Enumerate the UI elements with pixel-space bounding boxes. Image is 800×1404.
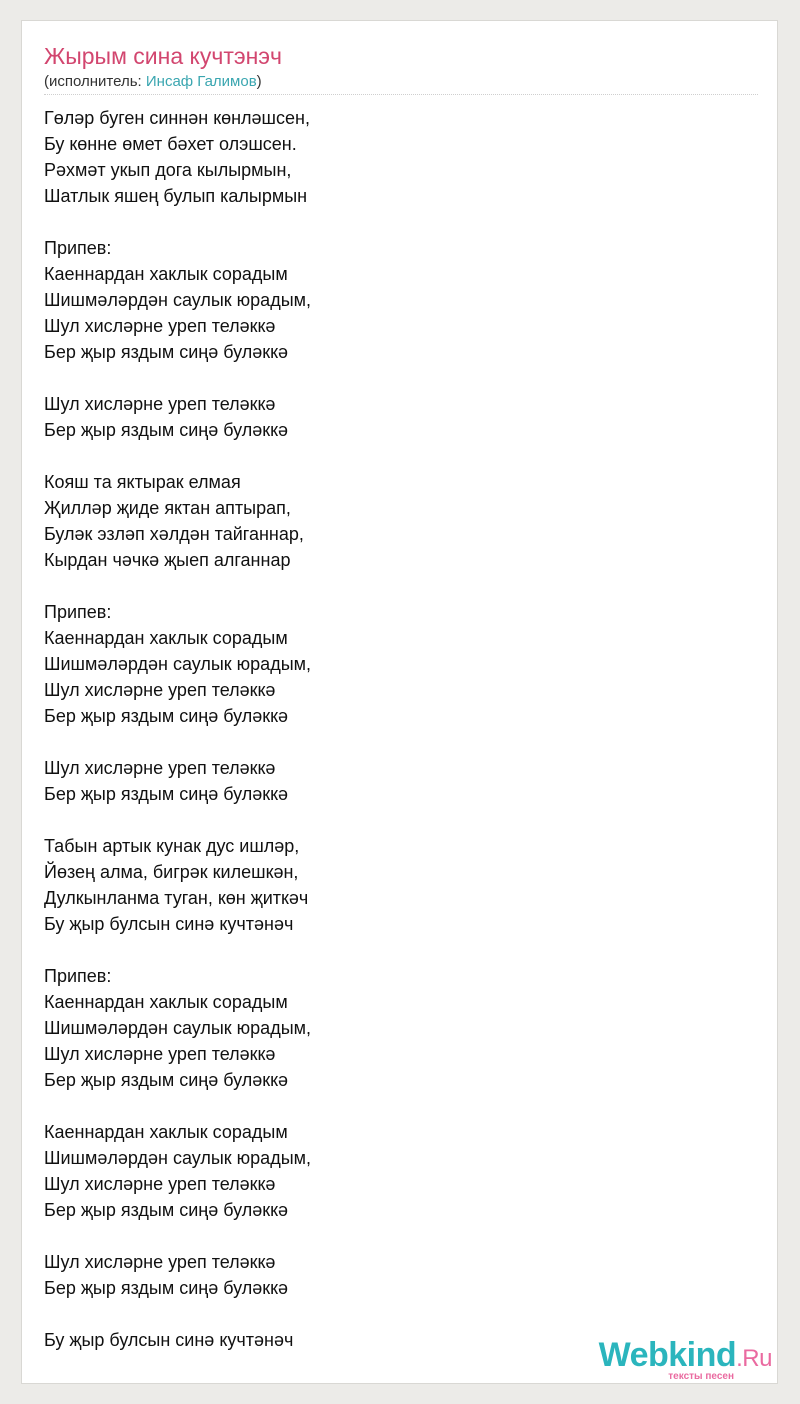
blank-line	[44, 1093, 744, 1119]
webkind-logo	[599, 1338, 772, 1382]
blank-line	[44, 729, 744, 755]
logo-tagline: тексты песен	[668, 1371, 734, 1382]
lyrics-card	[21, 20, 778, 1384]
artist-link[interactable]: Инсаф Галимов	[145, 73, 257, 90]
blank-line	[44, 573, 744, 599]
lyric-line: Бер җыр яздым сиңә буләккә	[44, 1070, 289, 1090]
lyrics-text	[44, 105, 744, 1353]
lyric-line: Бер җыр яздым сиңә буләккә	[44, 706, 289, 726]
artist-suffix: )	[256, 73, 262, 90]
blank-line	[44, 365, 744, 391]
lyric-line: Җилләр җиде яктан аптырап,	[44, 498, 291, 518]
lyric-line: Шул хисләрне уреп теләккә	[44, 394, 276, 414]
lyric-line: Шул хисләрне уреп теләккә	[44, 680, 276, 700]
lyric-line: Шул хисләрне уреп теләккә	[44, 1044, 276, 1064]
lyric-line: Кояш та яктырак елмая	[44, 472, 241, 492]
lyric-line: Буләк эзләп хәлдән тайганнар,	[44, 524, 304, 544]
lyric-line: Бер җыр яздым сиңә буләккә	[44, 342, 289, 362]
lyric-line: Бер җыр яздым сиңә буләккә	[44, 1200, 289, 1220]
blank-line	[44, 443, 744, 469]
lyric-line: Шишмәләрдән саулык юрадым,	[44, 290, 312, 310]
lyric-line: Припев:	[44, 602, 112, 622]
lyric-line: Шул хисләрне уреп теләккә	[44, 316, 276, 336]
lyric-line: Шишмәләрдән саулык юрадым,	[44, 1148, 312, 1168]
lyric-line: Каеннардан хаклык сорадым	[44, 628, 288, 648]
lyric-line: Шул хисләрне уреп теләккә	[44, 1252, 276, 1272]
lyric-line: Припев:	[44, 966, 112, 986]
lyric-line: Каеннардан хаклык сорадым	[44, 1122, 288, 1142]
lyric-line: Шул хисләрне уреп теләккә	[44, 1174, 276, 1194]
lyric-line: Каеннардан хаклык сорадым	[44, 992, 288, 1012]
lyric-line: Табын артык кунак дус ишләр,	[44, 836, 300, 856]
lyric-line: Бу көнне өмет бәхет олэшсен.	[44, 134, 297, 154]
song-title: Жырым сина кучтэнэч	[44, 43, 283, 69]
lyric-line: Гөләр буген синнән көнләшсен,	[44, 108, 310, 128]
artist-line	[44, 73, 262, 90]
artist-prefix: (исполнитель:	[44, 73, 146, 90]
lyric-line: Бу җыр булсын синә кучтәнәч	[44, 914, 294, 934]
lyric-line: Шишмәләрдән саулык юрадым,	[44, 1018, 312, 1038]
logo-brand: Webkind	[598, 1336, 737, 1374]
blank-line	[44, 1223, 744, 1249]
lyric-line: Бер җыр яздым сиңә буләккә	[44, 784, 289, 804]
blank-line	[44, 209, 744, 235]
lyric-line: Рәхмәт укып дога кылырмын,	[44, 160, 292, 180]
blank-line	[44, 937, 744, 963]
logo-tld: .Ru	[736, 1345, 772, 1372]
lyric-line: Дулкынланма туган, көн җиткәч	[44, 888, 309, 908]
lyric-line: Бер җыр яздым сиңә буләккә	[44, 1278, 289, 1298]
blank-line	[44, 1301, 744, 1327]
lyric-line: Бер җыр яздым сиңә буләккә	[44, 420, 289, 440]
lyric-line: Кырдан чәчкә җыеп алганнар	[44, 550, 291, 570]
blank-line	[44, 807, 744, 833]
lyric-line: Шул хисләрне уреп теләккә	[44, 758, 276, 778]
lyric-line: Каеннардан хаклык сорадым	[44, 264, 288, 284]
title-divider	[44, 94, 758, 95]
lyric-line: Шишмәләрдән саулык юрадым,	[44, 654, 312, 674]
lyric-line: Йөзең алма, бигрәк килешкән,	[44, 862, 299, 882]
lyric-line: Бу җыр булсын синә кучтәнәч	[44, 1330, 294, 1350]
lyric-line: Шатлык яшең булып калырмын	[44, 186, 308, 206]
lyric-line: Припев:	[44, 238, 112, 258]
